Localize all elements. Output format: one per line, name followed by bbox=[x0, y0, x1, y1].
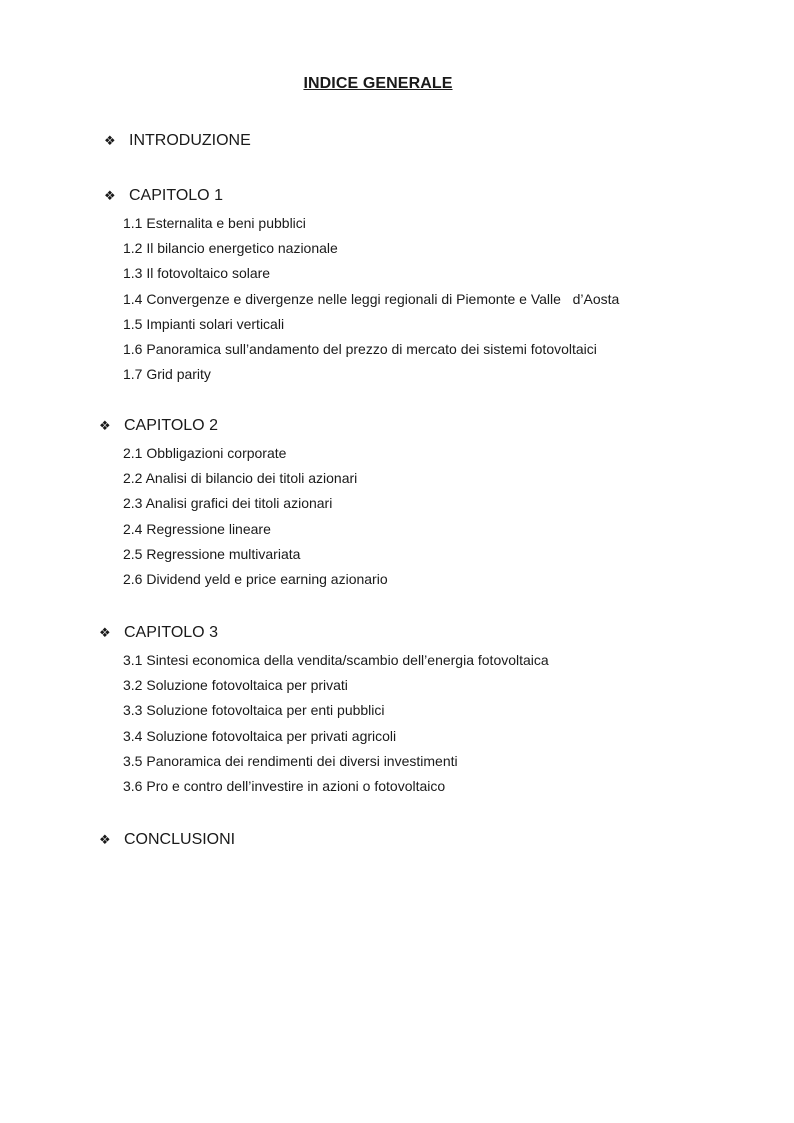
toc-entry[interactable]: 3.5 Panoramica dei rendimenti dei diversi investimenti bbox=[123, 752, 458, 769]
diamond-bullet-icon: ❖ bbox=[99, 625, 111, 640]
toc-entry[interactable]: 2.3 Analisi grafici dei titoli azionari bbox=[123, 495, 333, 512]
toc-entry[interactable]: 1.3 Il fotovoltaico solare bbox=[123, 265, 271, 282]
toc-entry[interactable]: 3.3 Soluzione fotovoltaica per enti pubblici bbox=[123, 702, 385, 719]
section-heading[interactable] bbox=[0, 184, 794, 208]
section-heading-label: INTRODUZIONE bbox=[129, 132, 251, 149]
section-heading-label: CAPITOLO 3 bbox=[124, 624, 218, 641]
toc-entry[interactable]: 1.7 Grid parity bbox=[123, 366, 211, 383]
toc-section-capitolo-1 bbox=[0, 184, 794, 387]
toc-entry[interactable]: 2.2 Analisi di bilancio dei titoli azionari bbox=[123, 470, 358, 487]
section-heading-label: CONCLUSIONI bbox=[124, 831, 236, 848]
toc-entry[interactable]: 3.4 Soluzione fotovoltaica per privati agricoli bbox=[123, 727, 397, 744]
section-heading[interactable] bbox=[0, 828, 794, 852]
toc-section-capitolo-2 bbox=[0, 414, 794, 592]
toc-entry[interactable]: 1.2 Il bilancio energetico nazionale bbox=[123, 240, 338, 257]
toc-section-introduzione bbox=[0, 129, 794, 153]
section-heading[interactable] bbox=[0, 414, 794, 438]
diamond-bullet-icon: ❖ bbox=[104, 133, 116, 148]
toc-entry[interactable]: 1.5 Impianti solari verticali bbox=[123, 315, 285, 332]
section-heading[interactable] bbox=[0, 621, 794, 645]
page-title: INDICE GENERALE bbox=[303, 75, 453, 92]
toc-section-conclusioni bbox=[0, 828, 794, 852]
toc-entry[interactable]: 1.4 Convergenze e divergenze nelle leggi regionali di Piemonte e Valle d’Aosta bbox=[123, 290, 620, 307]
section-heading-label: CAPITOLO 1 bbox=[129, 187, 223, 204]
toc-entry[interactable]: 2.5 Regressione multivariata bbox=[123, 545, 301, 562]
toc-entry[interactable]: 3.1 Sintesi economica della vendita/scambio dell’energia fotovoltaica bbox=[123, 652, 549, 668]
toc-entry[interactable]: 3.6 Pro e contro dell’investire in azioni o fotovoltaico bbox=[123, 777, 446, 794]
diamond-bullet-icon: ❖ bbox=[99, 832, 111, 847]
diamond-bullet-icon: ❖ bbox=[104, 188, 116, 203]
toc-entry[interactable]: 1.6 Panoramica sull’andamento del prezzo di mercato dei sistemi fotovoltaici bbox=[123, 340, 597, 357]
diamond-bullet-icon: ❖ bbox=[99, 418, 111, 433]
section-heading-label: CAPITOLO 2 bbox=[124, 417, 218, 434]
section-heading[interactable] bbox=[0, 129, 794, 153]
toc-entry[interactable]: 2.1 Obbligazioni corporate bbox=[123, 445, 287, 461]
toc-entry[interactable]: 1.1 Esternalita e beni pubblici bbox=[123, 215, 306, 231]
toc-entry[interactable]: 3.2 Soluzione fotovoltaica per privati bbox=[123, 677, 348, 694]
toc-section-capitolo-3 bbox=[0, 621, 794, 799]
toc-entry[interactable]: 2.4 Regressione lineare bbox=[123, 520, 271, 537]
toc-entry[interactable]: 2.6 Dividend yeld e price earning azionario bbox=[123, 570, 388, 587]
